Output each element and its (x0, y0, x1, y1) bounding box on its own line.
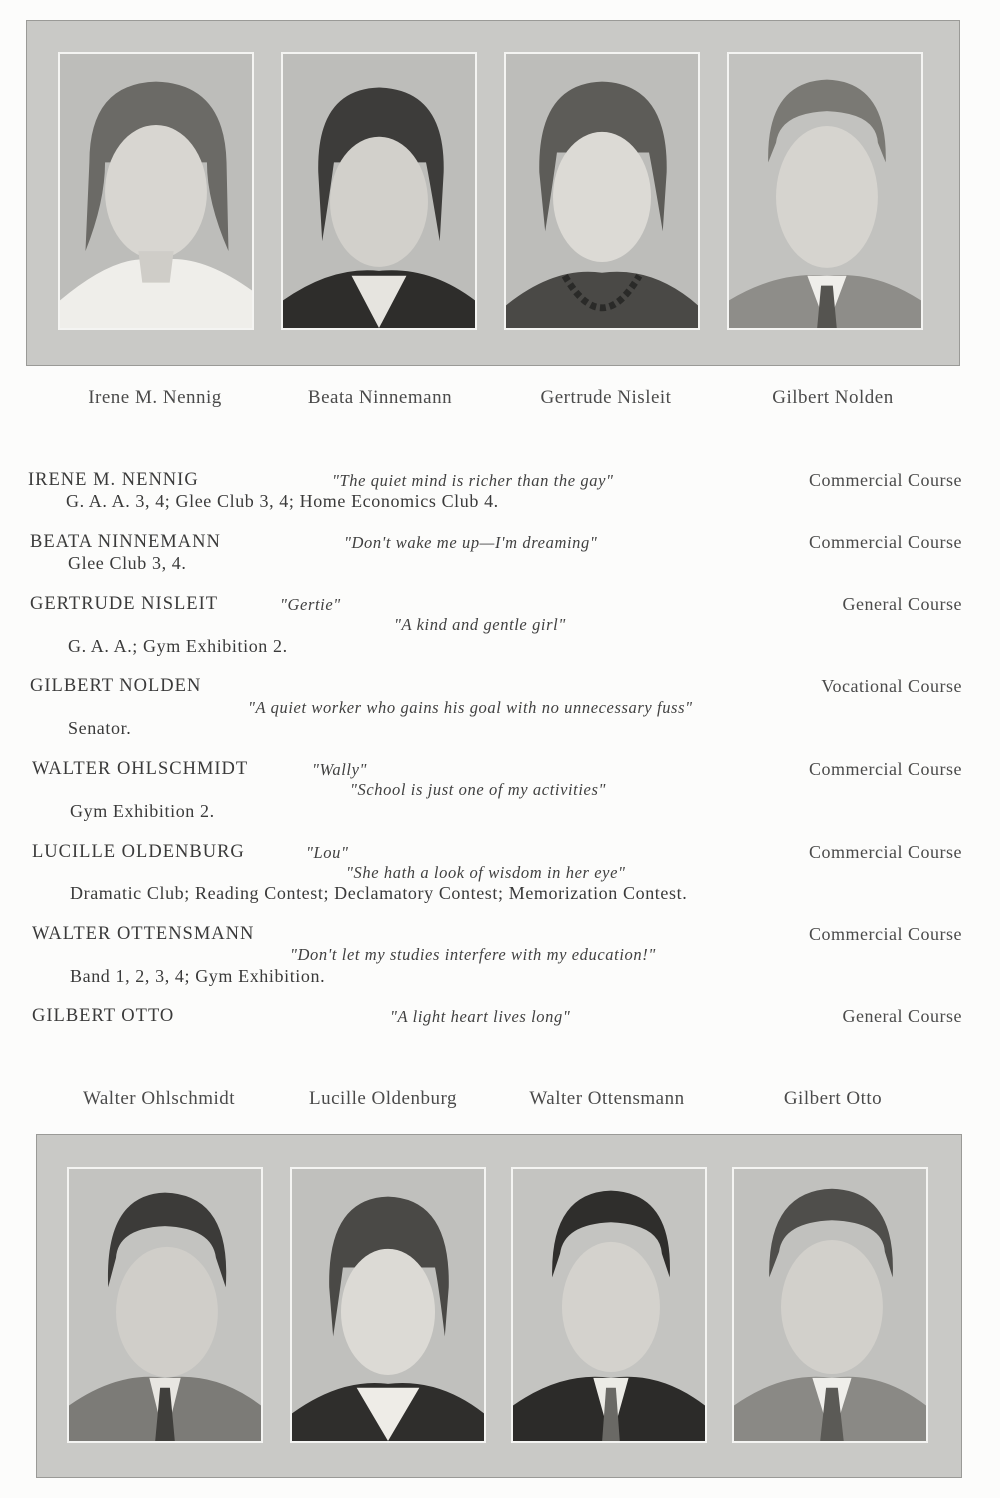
entry-course: General Course (842, 594, 962, 614)
entry-name: WALTER OTTENSMANN (32, 924, 255, 944)
caption-bottom-1: Walter Ohlschmidt (82, 1088, 236, 1109)
entry-course: General Course (842, 1006, 962, 1026)
entry-activities: Glee Club 3, 4. (68, 553, 187, 573)
portrait-lucille-oldenburg (290, 1167, 486, 1443)
portrait-beata-ninnemann (281, 52, 477, 330)
entry-name: LUCILLE OLDENBURG (32, 842, 245, 862)
entry-nickname: "Wally" (312, 760, 368, 779)
entry-name: GERTRUDE NISLEIT (30, 594, 219, 614)
entry-activities: Dramatic Club; Reading Contest; Declamatory Contest; Memorization Contest. (70, 883, 688, 903)
entry-activities: Senator. (68, 718, 132, 738)
entry-name: WALTER OHLSCHMIDT (32, 759, 249, 779)
entry-name: GILBERT OTTO (32, 1006, 175, 1026)
entry-quote: "Don't wake me up—I'm dreaming" (344, 533, 598, 552)
entry-quote: "She hath a look of wisdom in her eye" (346, 863, 626, 882)
entry-quote: "The quiet mind is richer than the gay" (332, 471, 614, 490)
entry-activities: Band 1, 2, 3, 4; Gym Exhibition. (70, 966, 326, 986)
portrait-gertrude-nisleit (504, 52, 700, 330)
entry-name: BEATA NINNEMANN (30, 532, 221, 552)
entry-quote: "School is just one of my activities" (350, 780, 607, 799)
portrait-gilbert-otto (732, 1167, 928, 1443)
caption-top-4: Gilbert Nolden (772, 387, 894, 408)
entry-name: GILBERT NOLDEN (30, 676, 202, 696)
entry-course: Vocational Course (821, 676, 962, 696)
entry-nickname: "Gertie" (280, 595, 341, 614)
portrait-walter-ohlschmidt (67, 1167, 263, 1443)
entry-nickname: "Lou" (306, 843, 349, 862)
entry-quote: "A quiet worker who gains his goal with no unnecessary fuss" (248, 698, 693, 717)
caption-bottom-4: Gilbert Otto (783, 1088, 883, 1109)
caption-top-2: Beata Ninnemann (307, 387, 453, 408)
entry-name: IRENE M. NENNIG (28, 470, 199, 490)
portrait-irene-nennig (58, 52, 254, 330)
portrait-walter-ottensmann (511, 1167, 707, 1443)
entry-quote: "A light heart lives long" (390, 1007, 571, 1026)
entry-course: Commercial Course (809, 842, 962, 862)
caption-bottom-3: Walter Ottensmann (529, 1088, 685, 1109)
entry-course: Commercial Course (809, 924, 962, 944)
entry-quote: "Don't let my studies interfere with my education!" (290, 945, 656, 964)
caption-top-1: Irene M. Nennig (88, 387, 222, 408)
entry-quote: "A kind and gentle girl" (394, 615, 566, 634)
entry-course: Commercial Course (809, 759, 962, 779)
caption-top-3: Gertrude Nisleit (540, 387, 672, 408)
caption-bottom-2: Lucille Oldenburg (309, 1088, 457, 1109)
entry-course: Commercial Course (809, 470, 962, 490)
portrait-gilbert-nolden (727, 52, 923, 330)
entry-course: Commercial Course (809, 532, 962, 552)
entry-activities: G. A. A.; Gym Exhibition 2. (68, 636, 288, 656)
entry-activities: G. A. A. 3, 4; Glee Club 3, 4; Home Economics Club 4. (66, 491, 499, 511)
entry-activities: Gym Exhibition 2. (70, 801, 215, 821)
